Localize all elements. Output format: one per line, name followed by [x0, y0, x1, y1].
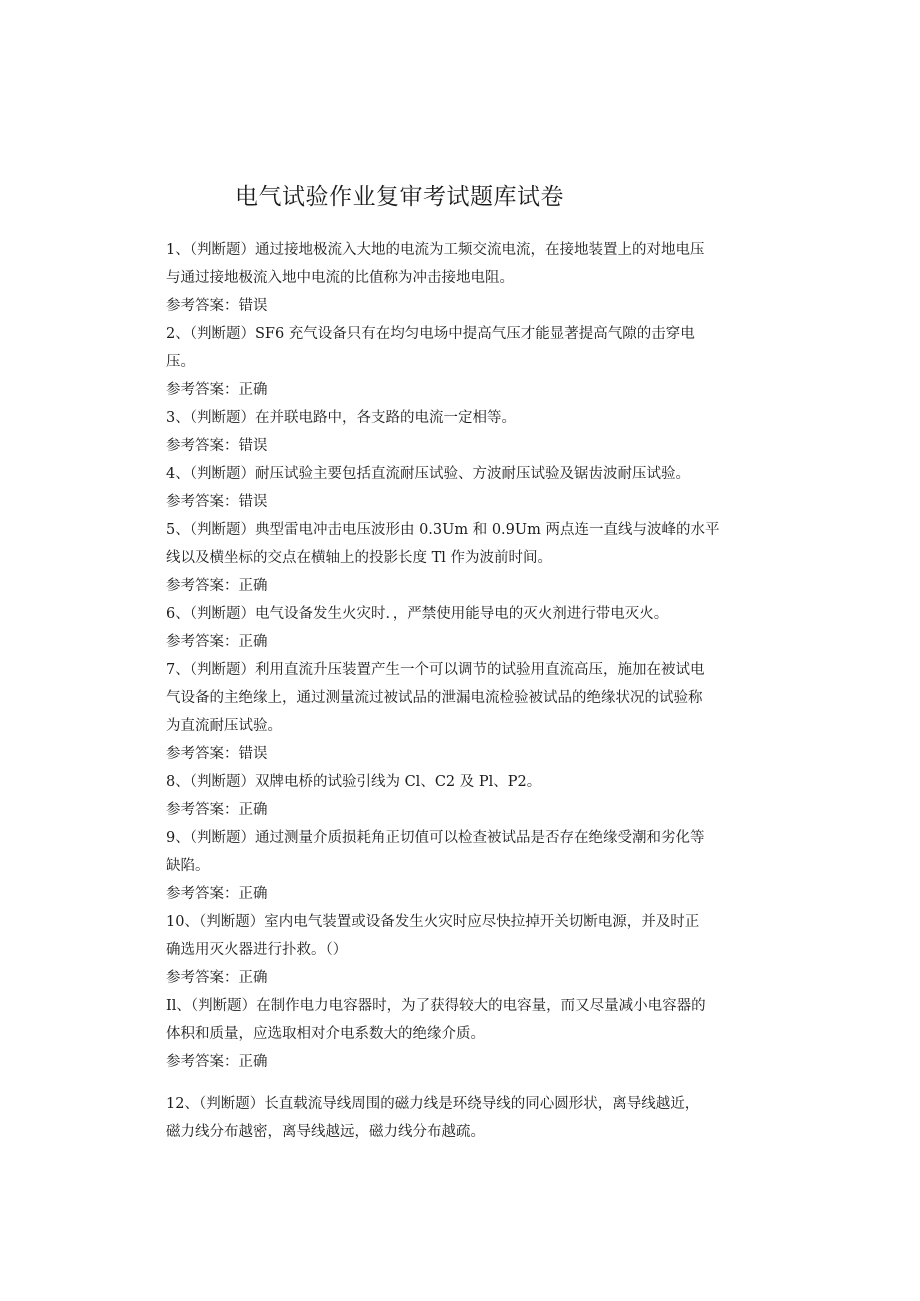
- answer-6: [166, 628, 751, 656]
- question-4: [166, 460, 751, 488]
- question-text-line: 缺陷。: [166, 858, 210, 874]
- answer-5: [166, 572, 751, 600]
- answer-prefix: 参考答案：: [166, 802, 239, 818]
- question-text-line: 9、（判断题）通过测量介质损耗角正切值可以检查被试品是否存在绝缘受潮和劣化等: [166, 830, 705, 846]
- question-8: [166, 768, 751, 796]
- answer-2: [166, 376, 751, 404]
- question-text-line: 1、（判断题）通过接地极流入大地的电流为工频交流电流，在接地装置上的对地电压: [166, 242, 705, 258]
- answer-prefix: 参考答案：: [166, 886, 239, 902]
- question-text-line: 气设备的主绝缘上，通过测量流过被试品的泄漏电流检验被试品的绝缘状况的试验称: [166, 690, 703, 706]
- answer-value: 错误: [238, 746, 268, 762]
- answer-3: [166, 432, 751, 460]
- question-5: [166, 516, 751, 572]
- question-10: [166, 908, 751, 964]
- answer-value: 错误: [238, 298, 268, 314]
- answer-prefix: 参考答案：: [166, 298, 239, 314]
- answer-value: 正确: [238, 382, 268, 398]
- answer-value: 正确: [238, 886, 268, 902]
- question-text-line: 磁力线分布越密，离导线越远，磁力线分布越疏。: [166, 1124, 485, 1140]
- question-3: [166, 404, 751, 432]
- question-6: [166, 600, 751, 628]
- question-text-line: 7、（判断题）利用直流升压装置产生一个可以调节的试验用直流高压，施加在被试电: [166, 662, 705, 678]
- question-text-line: 与通过接地极流入地中电流的比值称为冲击接地电阻。: [166, 270, 514, 286]
- answer-4: [166, 488, 751, 516]
- answer-prefix: 参考答案：: [166, 382, 239, 398]
- question-9: [166, 824, 751, 880]
- question-text-line: 2、（判断题）SF6 充气设备只有在均匀电场中提高气压才能显著提高气隙的击穿电: [166, 326, 695, 342]
- answer-value: 正确: [238, 802, 268, 818]
- question-text-line: 确选用灭火器进行扑救。（）: [166, 942, 348, 958]
- question-text-line: 压。: [166, 354, 195, 370]
- question-12: [166, 1090, 751, 1146]
- answer-value: 正确: [238, 1054, 268, 1070]
- question-text-line: 线以及横坐标的交点在横轴上的投影长度 Tl 作为波前时间。: [166, 550, 553, 566]
- answer-7: [166, 740, 751, 768]
- question-text-line: 体积和质量，应选取相对介电系数大的绝缘介质。: [166, 1026, 485, 1042]
- answer-8: [166, 796, 751, 824]
- question-11: [166, 992, 751, 1048]
- answer-value: 错误: [238, 438, 268, 454]
- question-text-line: 5、（判断题）典型雷电冲击电压波形由 0.3Um 和 0.9Um 两点连一直线与波峰的水平: [166, 522, 720, 538]
- question-list: [166, 236, 751, 1146]
- answer-1: [166, 292, 751, 320]
- answer-prefix: 参考答案：: [166, 970, 239, 986]
- question-text-line: 6、（判断题）电气设备发生火灾时．，严禁使用能导电的灭火剂进行带电灭火。: [166, 606, 669, 622]
- page-title: 电气试验作业复审考试题库试卷: [235, 184, 564, 210]
- answer-prefix: 参考答案：: [166, 578, 239, 594]
- answer-prefix: 参考答案：: [166, 746, 239, 762]
- answer-prefix: 参考答案：: [166, 494, 239, 510]
- answer-value: 正确: [238, 578, 268, 594]
- question-text-line: 3、（判断题）在并联电路中，各支路的电流一定相等。: [166, 410, 516, 426]
- answer-value: 正确: [238, 634, 268, 650]
- answer-prefix: 参考答案：: [166, 634, 239, 650]
- answer-10: [166, 964, 751, 992]
- question-2: [166, 320, 751, 376]
- question-7: [166, 656, 751, 740]
- answer-11: [166, 1048, 751, 1076]
- question-text-line: 8、（判断题）双牌电桥的试验引线为 Cl、C2 及 Pl、P2。: [166, 774, 542, 790]
- answer-prefix: 参考答案：: [166, 438, 239, 454]
- answer-prefix: 参考答案：: [166, 1054, 239, 1070]
- question-text-line: 4、（判断题）耐压试验主要包括直流耐压试验、方波耐压试验及锯齿波耐压试验。: [166, 466, 690, 482]
- question-text-line: 12、（判断题）长直载流导线周围的磁力线是环绕导线的同心圆形状，离导线越近，: [166, 1096, 700, 1112]
- question-text-line: 为直流耐压试验。: [166, 718, 282, 734]
- answer-value: 正确: [238, 970, 268, 986]
- question-text-line: 10、（判断题）室内电气装置或设备发生火灾时应尽快拉掉开关切断电源，并及时正: [166, 914, 700, 930]
- answer-9: [166, 880, 751, 908]
- question-1: [166, 236, 751, 292]
- answer-value: 错误: [238, 494, 268, 510]
- question-text-line: Il、（判断题）在制作电力电容器时，为了获得较大的电容量，而又尽量减小电容器的: [166, 998, 706, 1014]
